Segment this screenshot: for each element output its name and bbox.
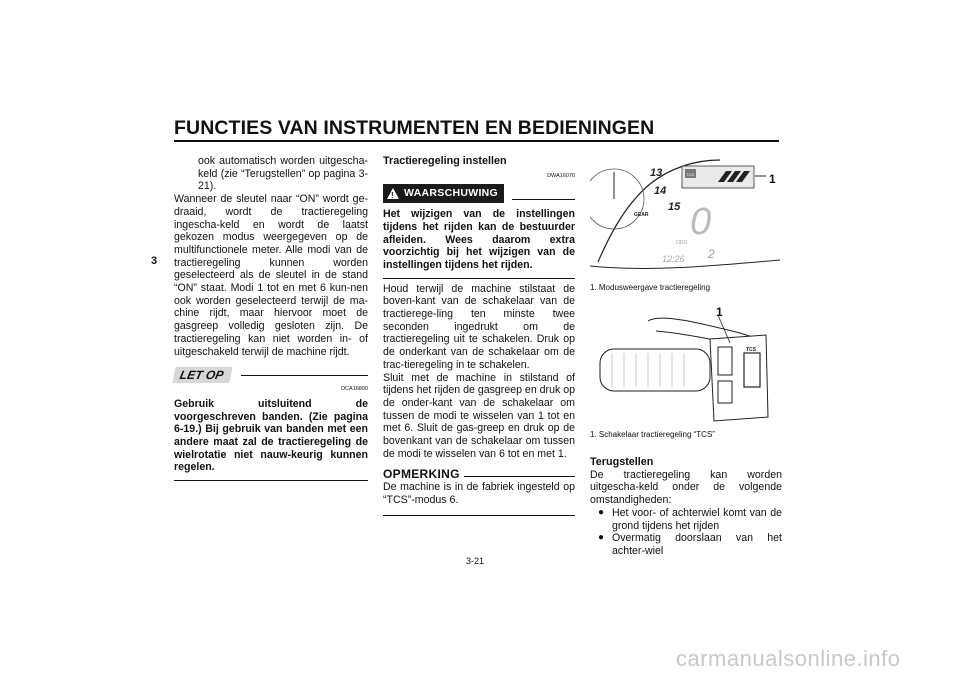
warning-header bbox=[383, 184, 575, 203]
figure-callout: 1 bbox=[716, 305, 723, 319]
warning-label: WAARSCHUWING bbox=[404, 187, 499, 200]
rpm-15: 15 bbox=[668, 201, 681, 213]
section-heading: Tractieregeling instellen bbox=[383, 155, 507, 167]
figure-caption: 1. Schakelaar tractieregeling “TCS” bbox=[590, 430, 715, 439]
page-title: FUNCTIES VAN INSTRUMENTEN EN BEDIENINGEN bbox=[174, 117, 655, 139]
warning-badge bbox=[383, 184, 504, 203]
tcs-switch-label: TCS bbox=[746, 347, 756, 353]
page-number: 3-21 bbox=[466, 556, 485, 566]
notice-code: DCA16800 bbox=[341, 386, 368, 393]
left-column bbox=[174, 155, 368, 481]
chapter-tab: 3 bbox=[151, 255, 158, 267]
paragraph: Wanneer de sleutel naar “ON” wordt ge-draaid, wordt de tractieregeling ingescha-keld en wordt de laatst gekozen modus weergegeven op de multifunctionele meter. Alle modi van de tractieregeling kunnen worden geselecteerd als de sleutel in de stand “ON” staat. Modi 1 tot en met 6 kun-nen ook worden geselecteerd terwijl de ma-chine rijdt, maar hiervoor moet de gasgreep volledig gesloten zijn. De tractieregeling kan niet worden in- of uitgeschakeld terwijl de machine rijdt. bbox=[174, 193, 368, 358]
let-op-text: Gebruik uitsluitend de voorgeschreven banden. (Zie pagina 6-19.) Bij gebruik van banden met een andere maat zal de tractieregeling de wielrotatie niet nauw-keurig kunnen regelen. bbox=[174, 397, 368, 474]
watermark: carmanualsonline.info bbox=[676, 646, 901, 671]
warning-icon: ! bbox=[387, 188, 399, 199]
let-op-label: LET OP bbox=[172, 367, 233, 383]
divider bbox=[512, 199, 575, 200]
divider bbox=[174, 480, 368, 481]
title-rule bbox=[174, 140, 779, 142]
handlebar-switch-figure bbox=[590, 305, 780, 430]
section-heading: Terugstellen bbox=[590, 456, 654, 468]
rpm-14: 14 bbox=[654, 185, 667, 197]
bullet-list bbox=[590, 507, 782, 558]
opmerking-header bbox=[383, 468, 575, 481]
continued-text: ook automatisch worden uitgescha-keld (zie “Terugstellen” op pagina 3-21). bbox=[198, 155, 368, 193]
tcs-mini-label: TCS bbox=[686, 172, 694, 177]
paragraph: Houd terwijl de machine stilstaat de boven-kant van de schakelaar van de tractierege-ling ten minste twee seconden ingedrukt om de tractieregeling uit te schakelen. Druk op de onderkant van de schakelaar om de trac-tieregeling in te schakelen. bbox=[383, 282, 575, 371]
opmerking-label: OPMERKING bbox=[383, 467, 460, 482]
list-item: ● Het voor- of achterwiel komt van de grond tijdens het rijden bbox=[590, 507, 782, 532]
divider bbox=[241, 375, 368, 376]
divider bbox=[383, 515, 575, 516]
gear-label: GEAR bbox=[634, 212, 649, 218]
figure-callout: 1 bbox=[769, 172, 776, 186]
warning-text: Het wijzigen van de instellingen tijdens het rijden kan de bestuurder afleiden. Wees daarom extra voorzichtig bij het wijzigen van de instellingen tijdens het rijden. bbox=[383, 208, 575, 271]
mode-number: 2 bbox=[708, 247, 715, 261]
gear-indicator: 0 bbox=[690, 201, 712, 243]
instrument-display-figure bbox=[590, 154, 780, 274]
opmerking-text: De machine is in de fabriek ingesteld op “TCS”-modus 6. bbox=[383, 481, 575, 506]
middle-column bbox=[383, 155, 575, 516]
list-item: ● Overmatig doorslaan van het achter-wiel bbox=[590, 532, 782, 557]
paragraph: Sluit met de machine in stilstand of tijdens het rijden de gasgreep en druk op de onder-kant van de schakelaar om tussen de modi te wisselen van 1 tot en met 6. Sluit de gas-greep en druk op de bovenkant van de schakelaar om tussen de modi te wisselen van 6 tot en met 1. bbox=[383, 371, 575, 460]
divider bbox=[464, 476, 575, 477]
figure-caption: 1. Modusweergave tractieregeling bbox=[590, 283, 711, 292]
odo-label: ODO bbox=[676, 240, 688, 246]
paragraph: De tractieregeling kan worden uitgescha-keld onder de volgende omstandigheden: bbox=[590, 468, 782, 507]
rpm-13: 13 bbox=[650, 167, 663, 179]
let-op-header bbox=[174, 362, 368, 382]
divider bbox=[383, 278, 575, 279]
warning-code: DWA16070 bbox=[547, 172, 575, 179]
clock-readout: 12:26 bbox=[662, 254, 685, 264]
right-column-text bbox=[590, 456, 782, 558]
